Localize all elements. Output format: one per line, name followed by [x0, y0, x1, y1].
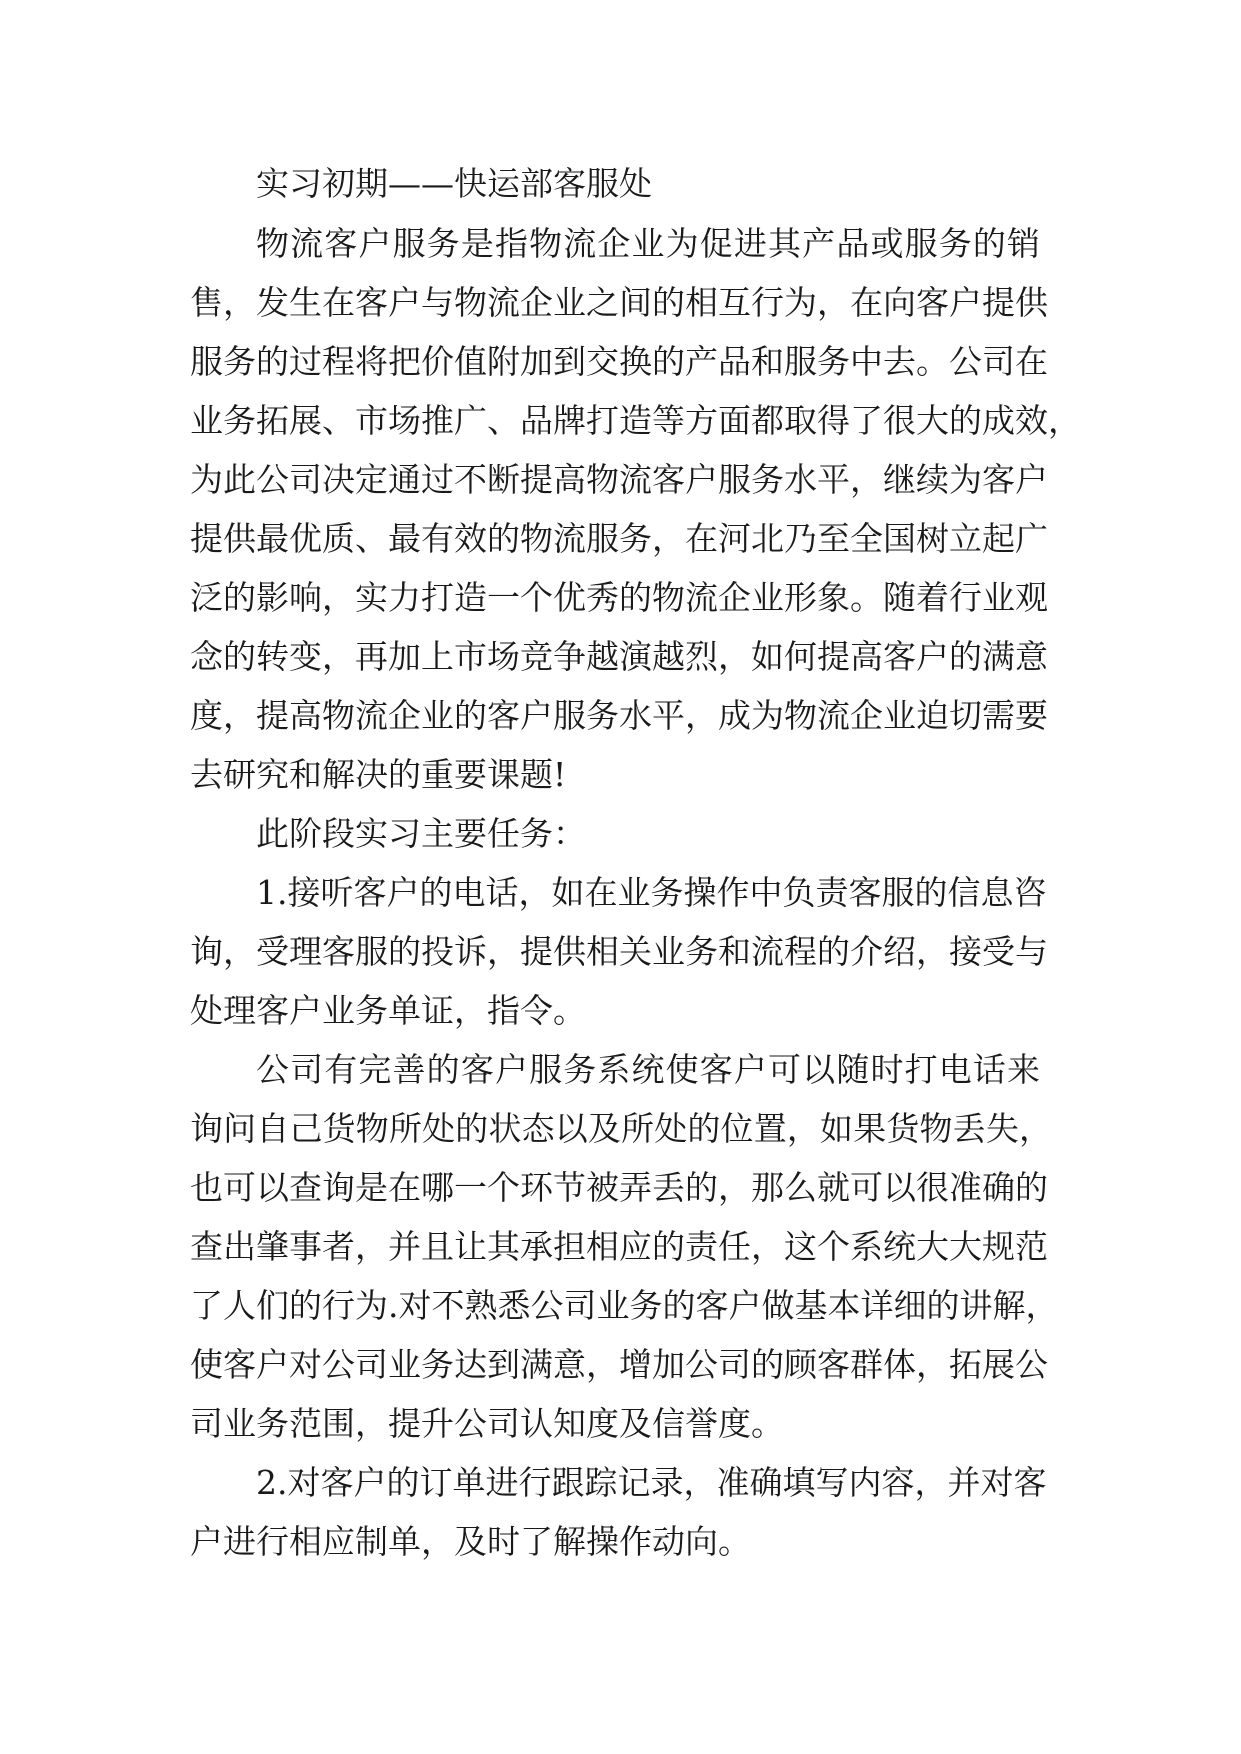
- paragraph-line: 为此公司决定通过不断提高物流客户服务水平，继续为客户: [190, 460, 1048, 499]
- section-heading: 实习初期——快运部客服处: [256, 164, 652, 203]
- paragraph-line: 使客户对公司业务达到满意，增加公司的顾客群体，拓展公: [190, 1345, 1048, 1384]
- paragraph-line: 念的转变，再加上市场竞争越演越烈，如何提高客户的满意: [190, 637, 1048, 676]
- task-heading: 此阶段实习主要任务：: [256, 814, 586, 853]
- paragraph-line: 也可以查询是在哪一个环节被弄丢的，那么就可以很准确的: [190, 1168, 1048, 1207]
- paragraph-line: 询问自己货物所处的状态以及所处的位置，如果货物丢失，: [190, 1109, 1052, 1148]
- paragraph-line: 度，提高物流企业的客户服务水平，成为物流企业迫切需要: [190, 696, 1048, 735]
- task-item-line: 询，受理客服的投诉，提供相关业务和流程的介绍，接受与: [190, 932, 1048, 971]
- task-item-line: 1.接听客户的电话，如在业务操作中负责客服的信息咨: [256, 873, 1047, 912]
- paragraph-line: 查出肇事者，并且让其承担相应的责任，这个系统大大规范: [190, 1227, 1048, 1266]
- task-item-line: 2.对客户的订单进行跟踪记录，准确填写内容，并对客: [256, 1463, 1047, 1502]
- paragraph-line: 公司有完善的客户服务系统使客户可以随时打电话来: [256, 1050, 1040, 1089]
- task-item-line: 处理客户业务单证，指令。: [190, 991, 586, 1030]
- paragraph-line: 泛的影响，实力打造一个优秀的物流企业形象。随着行业观: [190, 578, 1048, 617]
- paragraph-line: 了人们的行为.对不熟悉公司业务的客户做基本详细的讲解，: [190, 1286, 1059, 1325]
- paragraph-line: 去研究和解决的重要课题!: [190, 755, 567, 794]
- paragraph-line: 业务拓展、市场推广、品牌打造等方面都取得了很大的成效，: [190, 401, 1081, 440]
- paragraph-line: 提供最优质、最有效的物流服务，在河北乃至全国树立起广: [190, 519, 1048, 558]
- paragraph-line: 服务的过程将把价值附加到交换的产品和服务中去。公司在: [190, 342, 1048, 381]
- paragraph-line: 物流客户服务是指物流企业为促进其产品或服务的销: [256, 224, 1040, 263]
- task-item-line: 户进行相应制单，及时了解操作动向。: [190, 1522, 751, 1561]
- paragraph-line: 司业务范围，提升公司认知度及信誉度。: [190, 1404, 784, 1443]
- paragraph-line: 售，发生在客户与物流企业之间的相互行为，在向客户提供: [190, 283, 1048, 322]
